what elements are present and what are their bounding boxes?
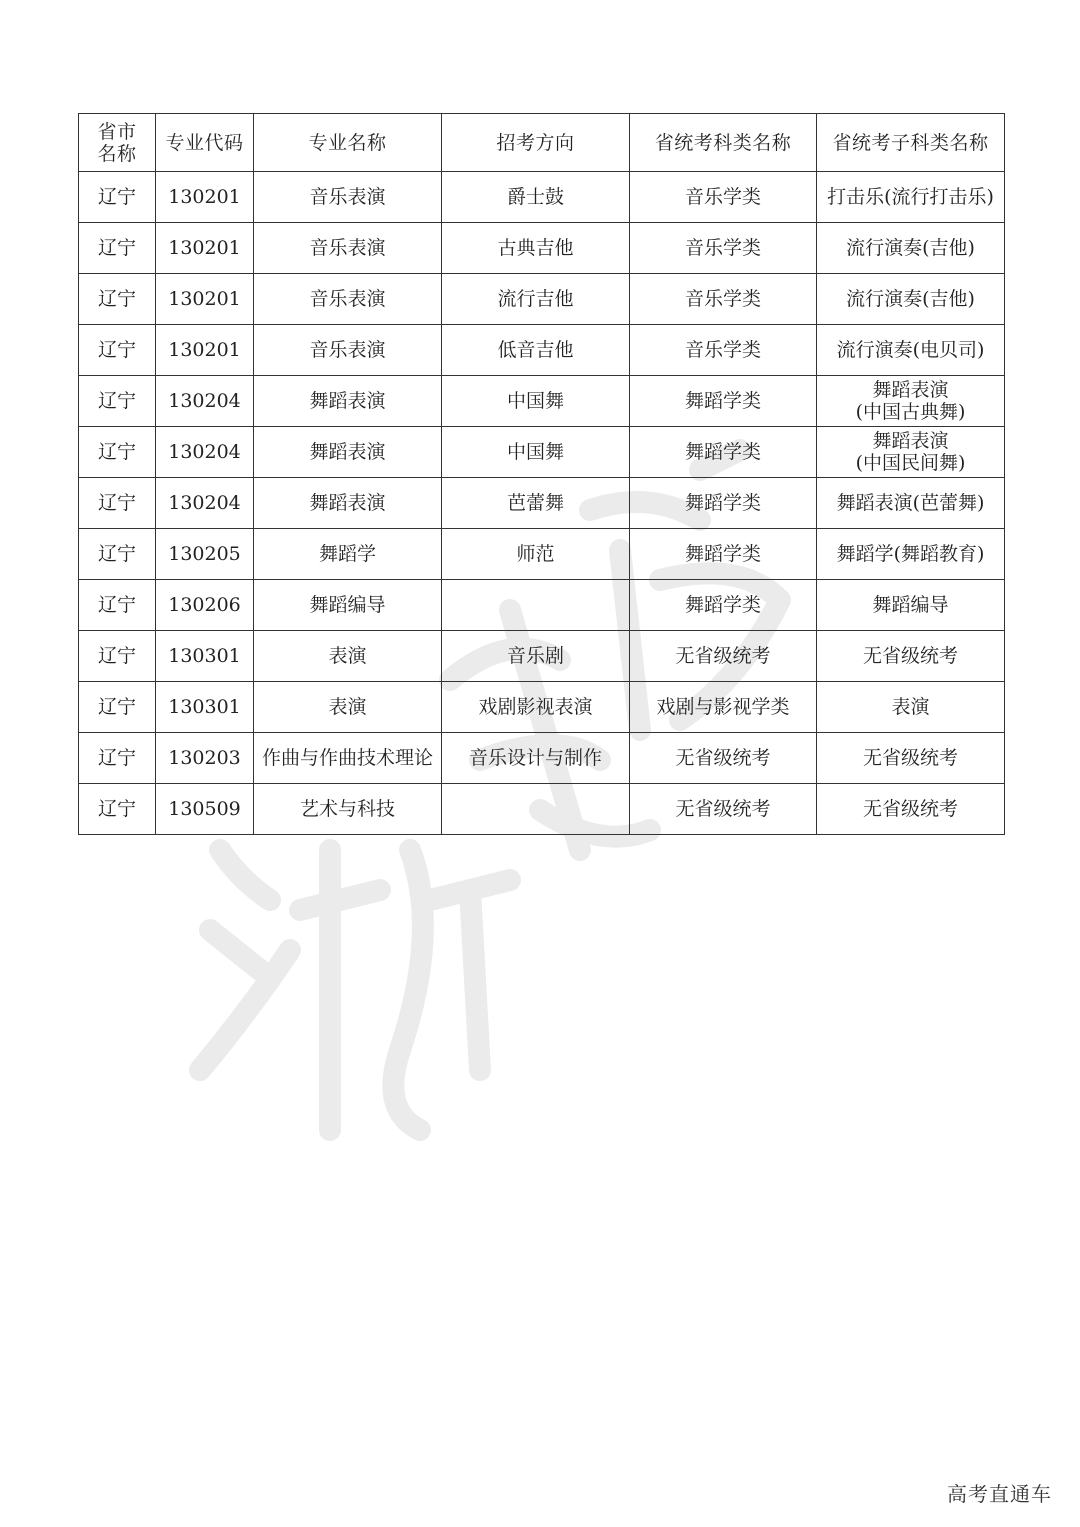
- cell-province: 辽宁: [79, 172, 156, 223]
- cell-major: 表演: [254, 631, 442, 682]
- subcategory-line1: 流行演奏(电贝司): [836, 339, 985, 361]
- cell-province: 辽宁: [79, 427, 156, 478]
- cell-code: 130204: [156, 376, 254, 427]
- footer-brand: 高考直通车: [947, 1482, 1052, 1506]
- cell-subcategory: [817, 784, 1005, 835]
- cell-subcategory: [817, 427, 1005, 478]
- header-code: 专业代码: [156, 114, 254, 172]
- cell-category: 戏剧与影视学类: [630, 682, 817, 733]
- subcategory-line1: 表演: [891, 696, 930, 718]
- cell-province: 辽宁: [79, 274, 156, 325]
- cell-direction: 流行吉他: [442, 274, 630, 325]
- table-row: [79, 376, 1005, 427]
- cell-category: 舞蹈学类: [630, 376, 817, 427]
- cell-major: 音乐表演: [254, 172, 442, 223]
- cell-major: 舞蹈表演: [254, 478, 442, 529]
- cell-direction: 音乐剧: [442, 631, 630, 682]
- cell-code: 130204: [156, 478, 254, 529]
- cell-major: 艺术与科技: [254, 784, 442, 835]
- cell-subcategory: [817, 580, 1005, 631]
- cell-direction: 爵士鼓: [442, 172, 630, 223]
- cell-direction: 中国舞: [442, 376, 630, 427]
- cell-subcategory: [817, 631, 1005, 682]
- subcategory-line1: 无省级统考: [862, 798, 958, 820]
- cell-code: 130203: [156, 733, 254, 784]
- cell-code: 130301: [156, 682, 254, 733]
- cell-category: 音乐学类: [630, 325, 817, 376]
- cell-code: 130201: [156, 325, 254, 376]
- subcategory-line1: 舞蹈表演: [872, 379, 949, 401]
- cell-subcategory: [817, 529, 1005, 580]
- major-table: [78, 113, 1005, 835]
- cell-code: 130206: [156, 580, 254, 631]
- cell-code: 130201: [156, 172, 254, 223]
- header-province: [79, 114, 156, 172]
- cell-major: 舞蹈学: [254, 529, 442, 580]
- cell-province: 辽宁: [79, 325, 156, 376]
- cell-category: 无省级统考: [630, 784, 817, 835]
- cell-direction: 师范: [442, 529, 630, 580]
- subcategory-line2: (中国民间舞): [855, 452, 966, 474]
- subcategory-line1: 打击乐(流行打击乐): [827, 186, 994, 208]
- subcategory-line1: 无省级统考: [862, 645, 958, 667]
- cell-direction: [442, 784, 630, 835]
- cell-direction: 古典吉他: [442, 223, 630, 274]
- cell-province: 辽宁: [79, 631, 156, 682]
- cell-code: 130301: [156, 631, 254, 682]
- cell-code: 130201: [156, 274, 254, 325]
- table-row: [79, 325, 1005, 376]
- header-exam-subcategory: 省统考子科类名称: [817, 114, 1005, 172]
- cell-category: 音乐学类: [630, 172, 817, 223]
- subcategory-line1: 无省级统考: [862, 747, 958, 769]
- cell-major: 音乐表演: [254, 274, 442, 325]
- cell-code: 130201: [156, 223, 254, 274]
- cell-subcategory: [817, 682, 1005, 733]
- cell-major: 作曲与作曲技术理论: [254, 733, 442, 784]
- table-row: [79, 580, 1005, 631]
- cell-direction: [442, 580, 630, 631]
- table-header-row: [79, 114, 1005, 172]
- table-row: [79, 631, 1005, 682]
- cell-category: 舞蹈学类: [630, 529, 817, 580]
- cell-subcategory: [817, 325, 1005, 376]
- cell-major: 表演: [254, 682, 442, 733]
- cell-code: 130509: [156, 784, 254, 835]
- table-row: [79, 427, 1005, 478]
- cell-province: 辽宁: [79, 478, 156, 529]
- cell-category: 音乐学类: [630, 274, 817, 325]
- cell-category: 舞蹈学类: [630, 580, 817, 631]
- cell-subcategory: [817, 376, 1005, 427]
- cell-province: 辽宁: [79, 376, 156, 427]
- table-row: [79, 223, 1005, 274]
- subcategory-line2: (中国古典舞): [855, 401, 966, 423]
- table-body: [79, 172, 1005, 835]
- subcategory-line1: 舞蹈表演: [872, 430, 949, 452]
- subcategory-line1: 流行演奏(吉他): [846, 237, 975, 259]
- header-province-line1: 省市: [97, 120, 137, 143]
- cell-direction: 中国舞: [442, 427, 630, 478]
- cell-subcategory: [817, 172, 1005, 223]
- cell-major: 舞蹈表演: [254, 427, 442, 478]
- cell-code: 130205: [156, 529, 254, 580]
- cell-major: 舞蹈编导: [254, 580, 442, 631]
- header-province-line2: 名称: [97, 142, 137, 165]
- cell-direction: 低音吉他: [442, 325, 630, 376]
- table-row: [79, 172, 1005, 223]
- cell-direction: 芭蕾舞: [442, 478, 630, 529]
- cell-category: 舞蹈学类: [630, 427, 817, 478]
- table-row: [79, 682, 1005, 733]
- subcategory-line1: 舞蹈编导: [872, 594, 949, 616]
- subcategory-line1: 流行演奏(吉他): [846, 288, 975, 310]
- cell-direction: 戏剧影视表演: [442, 682, 630, 733]
- table-row: [79, 784, 1005, 835]
- cell-province: 辽宁: [79, 784, 156, 835]
- table-row: [79, 529, 1005, 580]
- subcategory-line1: 舞蹈学(舞蹈教育): [836, 543, 985, 565]
- cell-province: 辽宁: [79, 682, 156, 733]
- cell-category: 音乐学类: [630, 223, 817, 274]
- cell-province: 辽宁: [79, 223, 156, 274]
- cell-code: 130204: [156, 427, 254, 478]
- cell-direction: 音乐设计与制作: [442, 733, 630, 784]
- header-major: 专业名称: [254, 114, 442, 172]
- table-row: [79, 274, 1005, 325]
- cell-major: 舞蹈表演: [254, 376, 442, 427]
- cell-category: 无省级统考: [630, 733, 817, 784]
- cell-major: 音乐表演: [254, 223, 442, 274]
- cell-subcategory: [817, 274, 1005, 325]
- subcategory-line1: 舞蹈表演(芭蕾舞): [836, 492, 985, 514]
- cell-province: 辽宁: [79, 580, 156, 631]
- cell-province: 辽宁: [79, 529, 156, 580]
- cell-subcategory: [817, 733, 1005, 784]
- header-exam-category: 省统考科类名称: [630, 114, 817, 172]
- table-row: [79, 733, 1005, 784]
- cell-major: 音乐表演: [254, 325, 442, 376]
- cell-subcategory: [817, 478, 1005, 529]
- cell-category: 无省级统考: [630, 631, 817, 682]
- cell-subcategory: [817, 223, 1005, 274]
- table-row: [79, 478, 1005, 529]
- cell-province: 辽宁: [79, 733, 156, 784]
- header-direction: 招考方向: [442, 114, 630, 172]
- cell-category: 舞蹈学类: [630, 478, 817, 529]
